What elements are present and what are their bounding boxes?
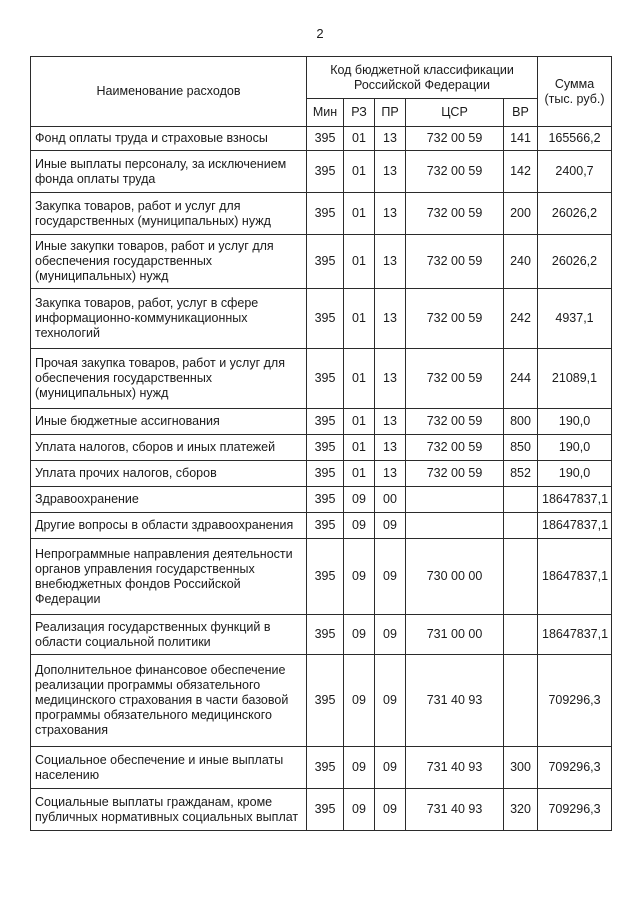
cell-pr: 13 [375, 193, 406, 235]
page-number: 2 [316, 26, 324, 41]
cell-csr: 732 00 59 [406, 193, 504, 235]
cell-vr [504, 513, 538, 539]
cell-sum: 165566,2 [538, 127, 612, 151]
cell-pr: 09 [375, 789, 406, 831]
cell-sum: 709296,3 [538, 747, 612, 789]
table-row [31, 193, 612, 235]
cell-pr: 13 [375, 151, 406, 193]
cell-vr [504, 487, 538, 513]
cell-name: Реализация государственных функций в области социальной политики [31, 615, 307, 655]
cell-csr: 732 00 59 [406, 289, 504, 349]
cell-name: Социальное обеспечение и иные выплаты населению [31, 747, 307, 789]
cell-name: Уплата налогов, сборов и иных платежей [31, 435, 307, 461]
cell-vr: 244 [504, 349, 538, 409]
table-row [31, 539, 612, 615]
cell-vr [504, 655, 538, 747]
cell-name: Иные закупки товаров, работ и услуг для обеспечения государственных (муниципальных) нужд [31, 235, 307, 289]
cell-rz: 09 [344, 655, 375, 747]
header-csr: ЦСР [406, 99, 504, 127]
cell-vr: 852 [504, 461, 538, 487]
cell-rz: 01 [344, 349, 375, 409]
table-row [31, 235, 612, 289]
header-min: Мин [307, 99, 344, 127]
table-row [31, 461, 612, 487]
cell-min: 395 [307, 151, 344, 193]
cell-min: 395 [307, 789, 344, 831]
cell-rz: 01 [344, 289, 375, 349]
cell-sum: 18647837,1 [538, 539, 612, 615]
cell-rz: 01 [344, 461, 375, 487]
cell-sum: 26026,2 [538, 235, 612, 289]
cell-sum: 190,0 [538, 461, 612, 487]
cell-min: 395 [307, 289, 344, 349]
cell-min: 395 [307, 655, 344, 747]
cell-sum: 21089,1 [538, 349, 612, 409]
cell-csr: 732 00 59 [406, 151, 504, 193]
cell-rz: 01 [344, 235, 375, 289]
cell-pr: 09 [375, 615, 406, 655]
cell-csr [406, 513, 504, 539]
header-name: Наименование расходов [31, 57, 307, 127]
cell-min: 395 [307, 461, 344, 487]
header-rz: РЗ [344, 99, 375, 127]
cell-name: Иные бюджетные ассигнования [31, 409, 307, 435]
cell-rz: 01 [344, 409, 375, 435]
cell-csr: 731 40 93 [406, 655, 504, 747]
header-vr: ВР [504, 99, 538, 127]
cell-min: 395 [307, 409, 344, 435]
cell-csr: 731 40 93 [406, 747, 504, 789]
cell-csr: 732 00 59 [406, 349, 504, 409]
cell-name: Дополнительное финансовое обеспечение реализации программы обязательного медицинского страхования в части базовой программы обязательного медицинского страхования [31, 655, 307, 747]
cell-pr: 13 [375, 235, 406, 289]
cell-vr: 142 [504, 151, 538, 193]
cell-pr: 13 [375, 435, 406, 461]
cell-sum: 190,0 [538, 409, 612, 435]
cell-name: Фонд оплаты труда и страховые взносы [31, 127, 307, 151]
cell-pr: 09 [375, 655, 406, 747]
cell-min: 395 [307, 193, 344, 235]
cell-csr: 732 00 59 [406, 127, 504, 151]
cell-sum: 4937,1 [538, 289, 612, 349]
cell-csr [406, 487, 504, 513]
cell-name: Уплата прочих налогов, сборов [31, 461, 307, 487]
table-row [31, 127, 612, 151]
cell-rz: 01 [344, 151, 375, 193]
table-row [31, 789, 612, 831]
cell-min: 395 [307, 235, 344, 289]
cell-rz: 09 [344, 487, 375, 513]
cell-name: Закупка товаров, работ и услуг для государственных (муниципальных) нужд [31, 193, 307, 235]
cell-vr: 242 [504, 289, 538, 349]
cell-name: Здравоохранение [31, 487, 307, 513]
cell-csr: 732 00 59 [406, 235, 504, 289]
cell-csr: 732 00 59 [406, 461, 504, 487]
cell-min: 395 [307, 615, 344, 655]
cell-pr: 13 [375, 127, 406, 151]
cell-name: Закупка товаров, работ, услуг в сфере информационно-коммуникационных технологий [31, 289, 307, 349]
cell-rz: 09 [344, 789, 375, 831]
cell-pr: 13 [375, 289, 406, 349]
cell-rz: 09 [344, 615, 375, 655]
cell-rz: 01 [344, 127, 375, 151]
cell-min: 395 [307, 747, 344, 789]
cell-vr: 320 [504, 789, 538, 831]
header-sum: Сумма (тыс. руб.) [538, 57, 612, 127]
table-row [31, 487, 612, 513]
table-row [31, 513, 612, 539]
cell-sum: 709296,3 [538, 655, 612, 747]
table-body [31, 127, 612, 831]
cell-sum: 18647837,1 [538, 513, 612, 539]
cell-rz: 01 [344, 193, 375, 235]
cell-vr: 200 [504, 193, 538, 235]
cell-sum: 18647837,1 [538, 487, 612, 513]
cell-pr: 09 [375, 747, 406, 789]
budget-table [30, 56, 612, 831]
cell-pr: 09 [375, 513, 406, 539]
cell-csr: 732 00 59 [406, 409, 504, 435]
cell-rz: 09 [344, 513, 375, 539]
cell-sum: 26026,2 [538, 193, 612, 235]
cell-pr: 13 [375, 349, 406, 409]
cell-name: Социальные выплаты гражданам, кроме публичных нормативных социальных выплат [31, 789, 307, 831]
cell-vr: 800 [504, 409, 538, 435]
cell-sum: 2400,7 [538, 151, 612, 193]
cell-vr: 240 [504, 235, 538, 289]
table-row [31, 409, 612, 435]
cell-vr [504, 615, 538, 655]
table-row [31, 349, 612, 409]
cell-csr: 731 00 00 [406, 615, 504, 655]
cell-name: Иные выплаты персоналу, за исключением фонда оплаты труда [31, 151, 307, 193]
cell-csr: 730 00 00 [406, 539, 504, 615]
cell-rz: 09 [344, 747, 375, 789]
cell-sum: 190,0 [538, 435, 612, 461]
cell-min: 395 [307, 513, 344, 539]
cell-min: 395 [307, 435, 344, 461]
cell-rz: 09 [344, 539, 375, 615]
cell-rz: 01 [344, 435, 375, 461]
table-row [31, 435, 612, 461]
cell-vr: 141 [504, 127, 538, 151]
cell-pr: 13 [375, 461, 406, 487]
cell-pr: 13 [375, 409, 406, 435]
cell-csr: 732 00 59 [406, 435, 504, 461]
header-pr: ПР [375, 99, 406, 127]
cell-min: 395 [307, 127, 344, 151]
cell-min: 395 [307, 539, 344, 615]
cell-sum: 18647837,1 [538, 615, 612, 655]
cell-min: 395 [307, 349, 344, 409]
cell-sum: 709296,3 [538, 789, 612, 831]
cell-name: Непрограммные направления деятельности органов управления государственных внебюджетных фондов Российской Федерации [31, 539, 307, 615]
header-code-group: Код бюджетной классификации Российской Федерации [307, 57, 538, 99]
cell-pr: 00 [375, 487, 406, 513]
cell-vr [504, 539, 538, 615]
cell-min: 395 [307, 487, 344, 513]
table-row [31, 289, 612, 349]
table-row [31, 151, 612, 193]
table-row [31, 747, 612, 789]
cell-name: Прочая закупка товаров, работ и услуг для обеспечения государственных (муниципальных) нужд [31, 349, 307, 409]
table-row [31, 655, 612, 747]
cell-csr: 731 40 93 [406, 789, 504, 831]
cell-name: Другие вопросы в области здравоохранения [31, 513, 307, 539]
cell-vr: 850 [504, 435, 538, 461]
cell-pr: 09 [375, 539, 406, 615]
cell-vr: 300 [504, 747, 538, 789]
table-row [31, 615, 612, 655]
